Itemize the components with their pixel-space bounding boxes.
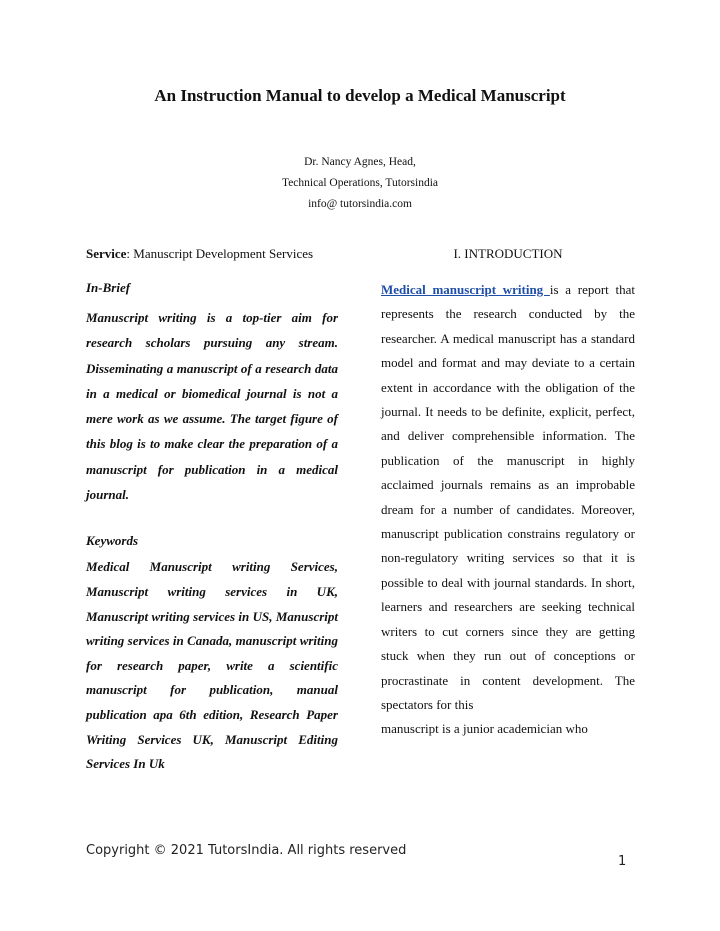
service-line [86, 246, 338, 262]
author-name: Dr. Nancy Agnes, Head, [304, 156, 416, 168]
right-column [381, 246, 635, 742]
abstract-text: Manuscript writing is a top-tier aim for research scholars pursuing any stream. Disseminating a manuscript of a research data in a medical or biomedical journal is not a mere work as we assume. The target figure of this blog is to make clear the preparation of a manuscript for publication in a medical journal. [86, 310, 338, 503]
author-block [0, 152, 720, 215]
author-email: info@ tutorsindia.com [308, 198, 412, 210]
page-number: 1 [618, 854, 627, 869]
copyright-footer: Copyright © 2021 TutorsIndia. All rights reserved [86, 843, 407, 858]
introduction-body: is a report that represents the research conducted by the researcher. A medical manuscript has a standard model and format and may deviate to a certain extent in accordance with the obligation of the journal. It needs to be definite, explicit, perfect, and deliver comprehensible information. The publication of the manuscript in highly acclaimed journals remains as an improbable dream for a number of candidates. Moreover, manuscript publication constrains regulatory or non-regulatory writing services so that it is possible to deal with journal standards. In short, learners and researchers are seeking technical writers to cut corners since they are getting stuck when they run out of conceptions or procrastinate in content development. The spectators for this [381, 282, 635, 712]
introduction-last-line: manuscript is a junior academician who [381, 721, 588, 737]
medical-manuscript-writing-link[interactable]: Medical manuscript writing [381, 282, 550, 297]
service-label: Service [86, 246, 127, 261]
introduction-paragraph [381, 278, 635, 742]
introduction-heading: I. INTRODUCTION [453, 246, 563, 261]
service-value: : Manuscript Development Services [126, 246, 314, 261]
keywords-text: Medical Manuscript writing Services, Manuscript writing services in UK, Manuscript writing services in US, Manuscript writing services in Canada, manuscript writing for research paper, write a scientific manuscript for publication, manual publication apa 6th edition, Research Paper Writing Services UK, Manuscript Editing Services In Uk [86, 559, 338, 772]
in-brief-label: In-Brief [86, 280, 131, 295]
document-title: An Instruction Manual to develop a Medical Manuscript [154, 86, 566, 105]
keywords-label: Keywords [86, 533, 138, 549]
left-column [86, 246, 338, 777]
author-affiliation: Technical Operations, Tutorsindia [281, 177, 439, 189]
